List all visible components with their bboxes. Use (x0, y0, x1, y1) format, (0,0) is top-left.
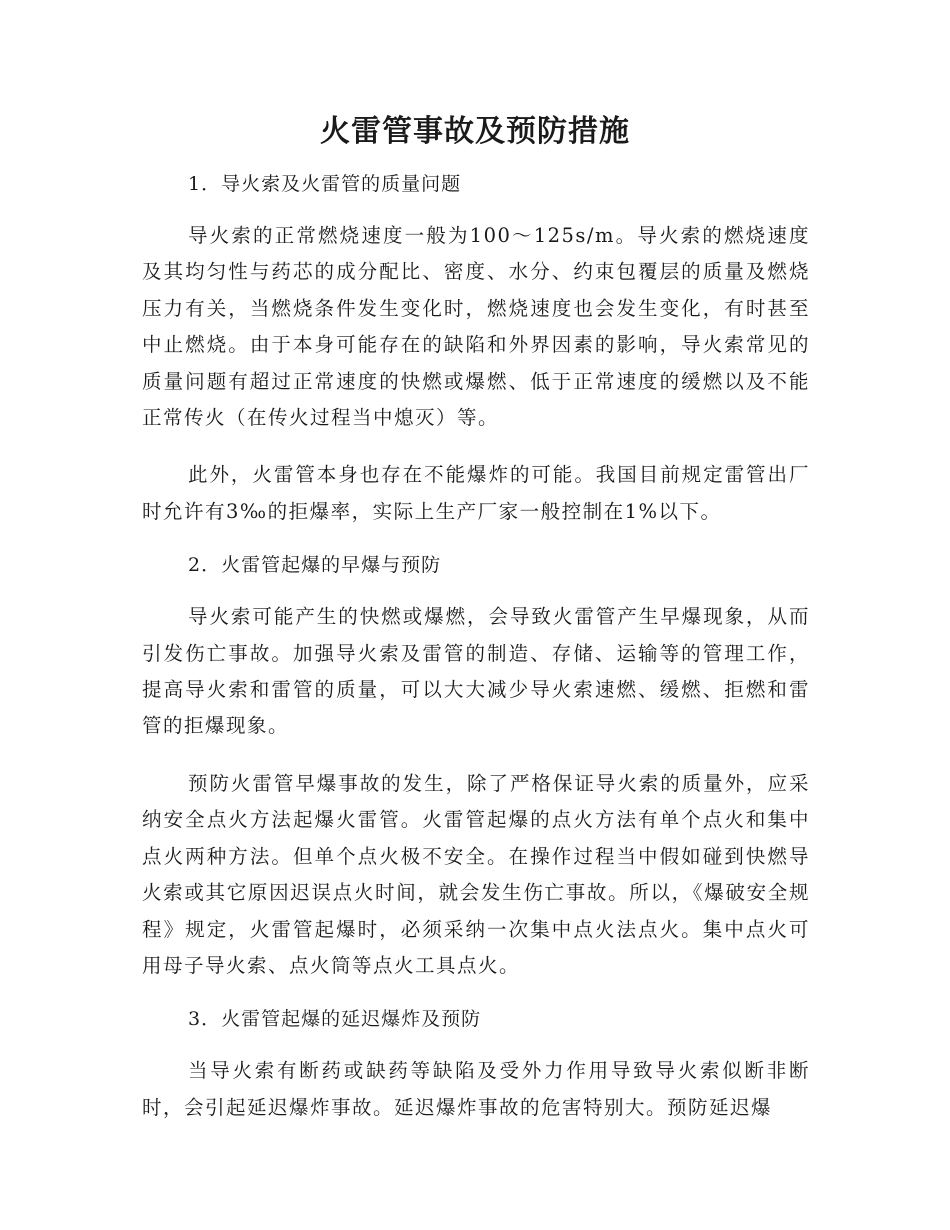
document-title: 火雷管事故及预防措施 (320, 114, 630, 149)
section-heading: 3．火雷管起爆的延迟爆炸及预防 (188, 1008, 482, 1031)
paragraph: 导火索可能产生的快燃或爆燃，会导致火雷管产生早爆现象，从而引发伤亡事故。加强导火索及雷管的制造、存储、运输等的管理工作，提高导火索和雷管的质量，可以大大减少导火索速燃、缓燃、拒燃和雷管的拒爆现象。 (142, 605, 810, 738)
section-2 (142, 551, 810, 984)
document-body (142, 170, 810, 1147)
section-1 (142, 170, 810, 530)
paragraph: 预防火雷管早爆事故的发生，除了严格保证导火索的质量外，应采纳安全点火方法起爆火雷管。火雷管起爆的点火方法有单个点火和集中点火两种方法。但单个点火极不安全。在操作过程当中假如碰到快燃导火索或其它原因迟误点火时间，就会发生伤亡事故。所以，《爆破安全规程》规定，火雷管起爆时，必须采纳一次集中点火法点火。集中点火可用母子导火索、点火筒等点火工具点火。 (142, 771, 810, 977)
paragraph: 当导火索有断药或缺药等缺陷及受外力作用导致导火索似断非断时，会引起延迟爆炸事故。延迟爆炸事故的危害特别大。预防延迟爆 (142, 1059, 810, 1119)
paragraph: 此外，火雷管本身也存在不能爆炸的可能。我国目前规定雷管出厂时允许有3‰的拒爆率，实际上生产厂家一般控制在1%以下。 (142, 463, 810, 523)
section-3 (142, 1005, 810, 1126)
paragraph: 导火索的正常燃烧速度一般为100～125s/m。导火索的燃烧速度及其均匀性与药芯的成分配比、密度、水分、约束包覆层的质量及燃烧压力有关，当燃烧条件发生变化时，燃烧速度也会发生变化，有时甚至中止燃烧。由于本身可能存在的缺陷和外界因素的影响，导火索常见的质量问题有超过正常速度的快燃或爆燃、低于正常速度的缓燃以及不能正常传火（在传火过程当中熄灭）等。 (142, 224, 810, 430)
section-heading: 2．火雷管起爆的早爆与预防 (188, 554, 442, 577)
section-heading: 1．导火索及火雷管的质量问题 (188, 173, 462, 195)
